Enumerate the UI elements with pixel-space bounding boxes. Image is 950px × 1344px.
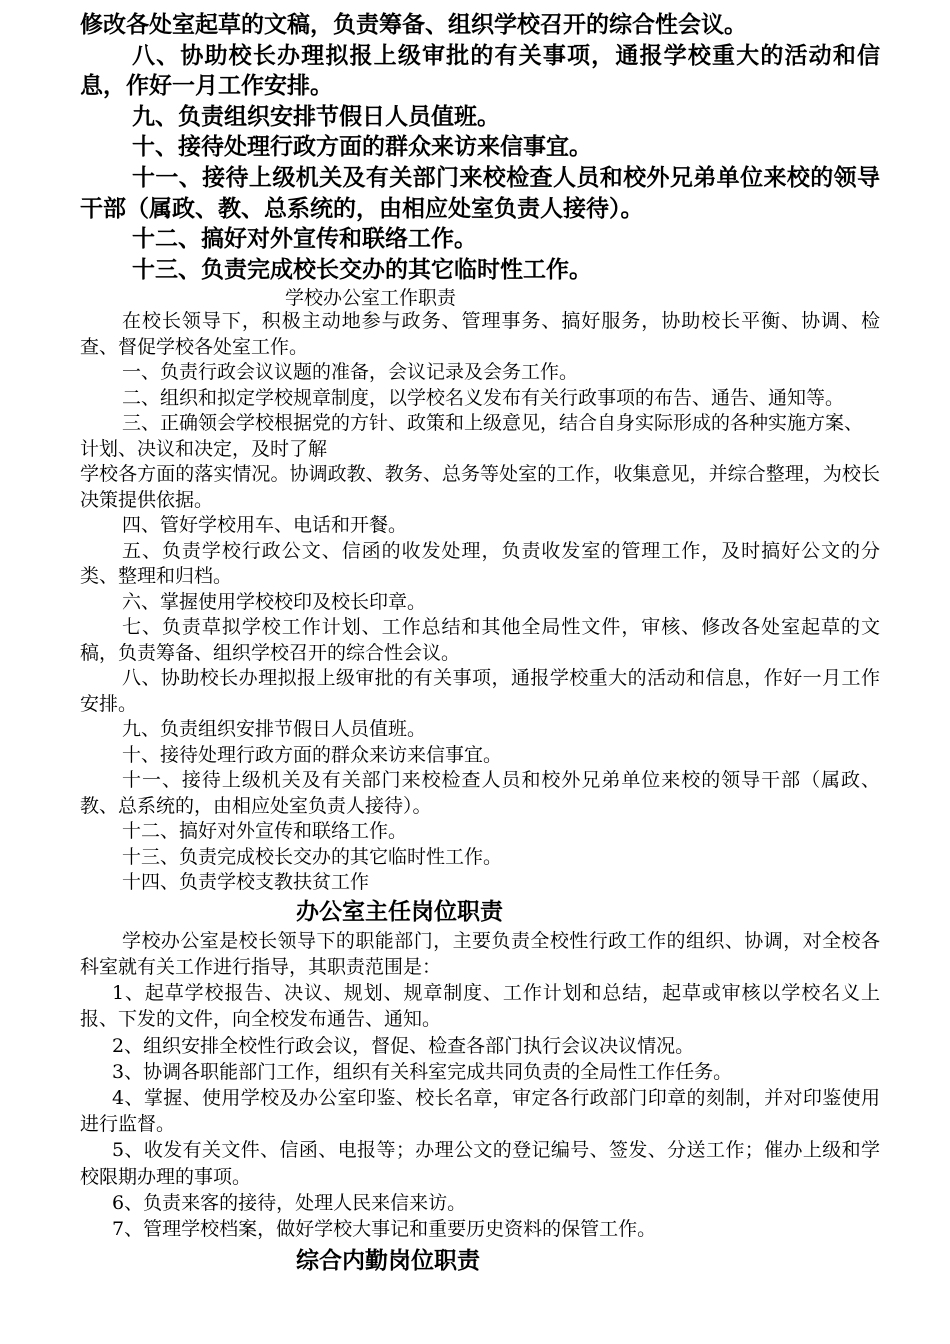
- paragraph: 十一、接待上级机关及有关部门来校检查人员和校外兄弟单位来校的领导干部（属政、教、总系统的，由相应处室负责人接待）。: [80, 769, 880, 817]
- paragraph: 一、负责行政会议议题的准备，会议记录及会务工作。: [122, 361, 579, 384]
- paragraph: 七、负责草拟学校工作计划、工作总结和其他全局性文件，审核、修改各处室起草的文稿，负责筹备、组织学校召开的综合性会议。: [80, 616, 880, 664]
- paragraph: 十、接待处理行政方面的群众来访来信事宜。: [132, 133, 592, 161]
- paragraph: 十三、负责完成校长交办的其它临时性工作。: [122, 845, 503, 868]
- paragraph: 八、协助校长办理拟报上级审批的有关事项，通报学校重大的活动和信息，作好一月工作安排。: [80, 41, 880, 100]
- section-continued-duties: [80, 10, 880, 285]
- paragraph: 九、负责组织安排节假日人员值班。: [132, 102, 500, 130]
- paragraph: 二、组织和拟定学校规章制度，以学校名义发布有关行政事项的布告、通告、通知等。: [122, 386, 845, 409]
- section-director-duties: [80, 928, 880, 1242]
- paragraph: 九、负责组织安排节假日人员值班。: [122, 718, 427, 741]
- list-item: 3、协调各职能部门工作，组织有关科室完成共同负责的全局性工作任务。: [112, 1060, 733, 1083]
- paragraph: 在校长领导下，积极主动地参与政务、管理事务、搞好服务，协助校长平衡、协调、检查、督促学校各处室工作。: [80, 310, 880, 358]
- list-item: 5、收发有关文件、信函、电报等；办理公文的登记编号、签发、分送工作；催办上级和学校限期办理的事项。: [80, 1139, 880, 1188]
- paragraph: 三、正确领会学校根据党的方针、政策和上级意见，结合自身实际形成的各种实施方案、计划、决议和决定，及时了解: [80, 412, 864, 460]
- paragraph: 十二、搞好对外宣传和联络工作。: [132, 225, 477, 253]
- paragraph: 四、管好学校用车、电话和开餐。: [122, 514, 408, 537]
- list-item: 7、管理学校档案，做好学校大事记和重要历史资料的保管工作。: [112, 1218, 657, 1241]
- paragraph: 修改各处室起草的文稿，负责筹备、组织学校召开的综合性会议。: [80, 11, 747, 38]
- paragraph: 八、协助校长办理拟报上级审批的有关事项，通报学校重大的活动和信息，作好一月工作安排。: [80, 667, 880, 715]
- list-item: 6、负责来客的接待，处理人民来信来访。: [112, 1191, 467, 1214]
- document-page: [80, 10, 880, 1277]
- list-item: 4、掌握、使用学校及办公室印鉴、校长名章，审定各行政部门印章的刻制，并对印鉴使用进行监督。: [80, 1087, 880, 1136]
- section-heading-director-duties: 办公室主任岗位职责: [296, 897, 503, 925]
- list-item: 2、组织安排全校性行政会议，督促、检查各部门执行会议决议情况。: [112, 1034, 695, 1057]
- paragraph: 十二、搞好对外宣传和联络工作。: [122, 820, 408, 843]
- list-item: 1、起草学校报告、决议、规划、规章制度、工作计划和总结，起草或审核以学校名义上报、下发的文件，向全校发布通告、通知。: [80, 982, 880, 1031]
- paragraph: 十四、负责学校支教扶贫工作: [122, 871, 370, 894]
- paragraph: 五、负责学校行政公文、信函的收发处理，负责收发室的管理工作，及时搞好公文的分类、整理和归档。: [80, 539, 880, 588]
- paragraph: 十一、接待上级机关及有关部门来校检查人员和校外兄弟单位来校的领导干部（属政、教、总系统的，由相应处室负责人接待）。: [80, 163, 880, 222]
- paragraph: 学校各方面的落实情况。协调政教、教务、总务等处室的工作，收集意见，并综合整理，为校长决策提供依据。: [80, 463, 880, 511]
- section-office-duties: [80, 309, 880, 896]
- paragraph: 学校办公室是校长领导下的职能部门，主要负责全校性行政工作的组织、协调，对全校各科室就有关工作进行指导，其职责范围是：: [80, 929, 880, 979]
- section-heading-office-duties: 学校办公室工作职责: [285, 287, 457, 310]
- paragraph: 六、掌握使用学校校印及校长印章。: [122, 590, 427, 613]
- section-heading-clerk-duties: 综合内勤岗位职责: [296, 1247, 480, 1275]
- paragraph: 十、接待处理行政方面的群众来访来信事宜。: [122, 743, 503, 766]
- paragraph: 十三、负责完成校长交办的其它临时性工作。: [132, 255, 592, 283]
